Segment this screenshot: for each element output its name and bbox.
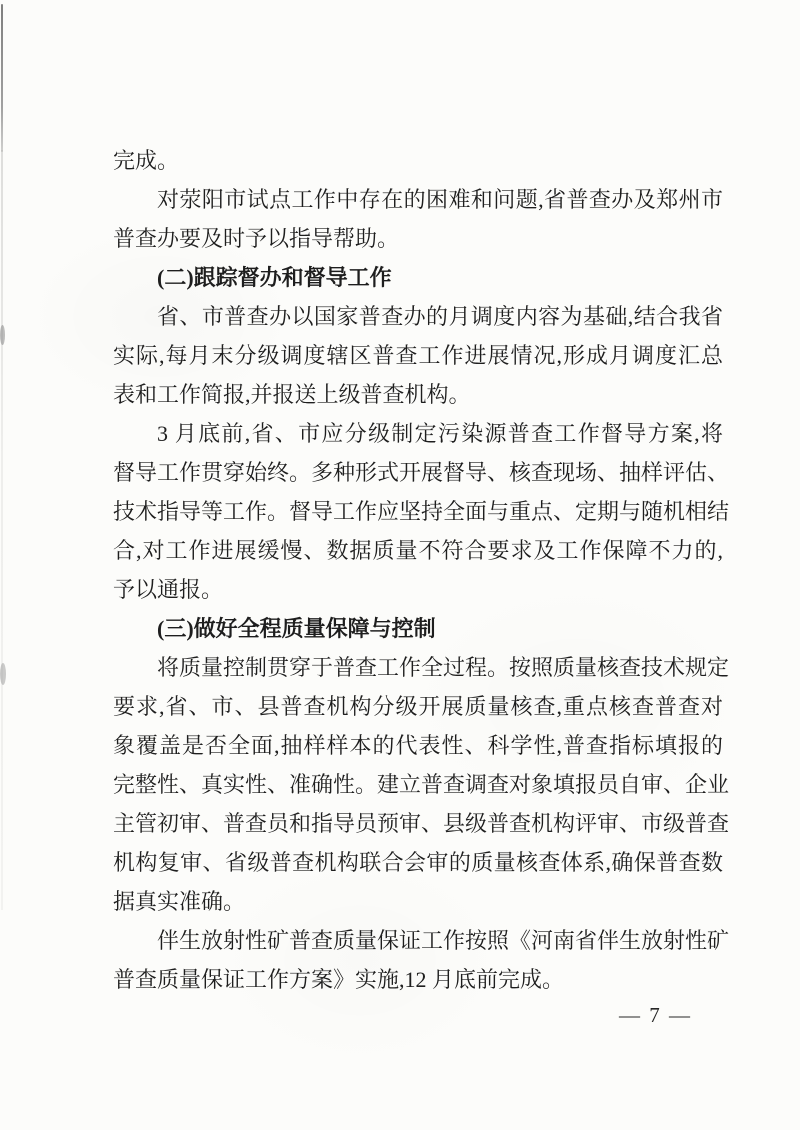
document-body <box>113 141 730 999</box>
scan-artifact-smudge <box>0 663 6 685</box>
body-text-line: 象覆盖是否全面,抽样样本的代表性、科学性,普查指标填报的 <box>113 733 723 758</box>
body-text-line: 合,对工作进展缓慢、数据质量不符合要求及工作保障不力的, <box>113 538 723 563</box>
page-number: — 7 — <box>619 1003 692 1027</box>
body-text-line: 表和工作简报,并报送上级普查机构。 <box>113 382 471 407</box>
scan-artifact-edge-line <box>1 4 3 152</box>
body-text-line: 主管初审、普查员和指导员预审、县级普查机构评审、市级普查 <box>113 811 730 836</box>
body-text-line: 普查办要及时予以指导帮助。 <box>113 226 400 251</box>
body-text-line: 要求,省、市、县普查机构分级开展质量核查,重点核查普查对 <box>113 694 723 719</box>
body-text-line: 予以通报。 <box>113 577 224 602</box>
body-text-line: 机构复审、省级普查机构联合会审的质量核查体系,确保普查数 <box>113 850 723 875</box>
body-text-line: 技术指导等工作。督导工作应坚持全面与重点、定期与随机相结 <box>113 499 730 524</box>
body-text-line: 督导工作贯穿始终。多种形式开展督导、核查现场、抽样评估、 <box>113 460 730 485</box>
section-heading: (三)做好全程质量保障与控制 <box>157 616 436 641</box>
body-text-line: 完整性、真实性、准确性。建立普查调查对象填报员自审、企业 <box>113 772 730 797</box>
body-text-line: 伴生放射性矿普查质量保证工作按照《河南省伴生放射性矿 <box>157 928 730 953</box>
scan-artifact-smudge <box>0 325 5 345</box>
body-text-line: 完成。 <box>113 148 180 173</box>
body-text-line: 3 月底前,省、市应分级制定污染源普查工作督导方案,将 <box>157 421 723 446</box>
section-heading: (二)跟踪督办和督导工作 <box>157 265 392 290</box>
body-text-line: 实际,每月末分级调度辖区普查工作进展情况,形成月调度汇总 <box>113 343 723 368</box>
scan-artifact-edge-line-faint <box>1 150 3 910</box>
body-text-line: 据真实准确。 <box>113 889 246 914</box>
body-text-line: 普查质量保证工作方案》实施,12 月底前完成。 <box>113 967 565 992</box>
body-text-line: 将质量控制贯穿于普查工作全过程。按照质量核查技术规定 <box>157 655 730 680</box>
body-text-line: 省、市普查办以国家普查办的月调度内容为基础,结合我省 <box>157 304 723 329</box>
body-text-line: 对荥阳市试点工作中存在的困难和问题,省普查办及郑州市 <box>157 187 723 212</box>
